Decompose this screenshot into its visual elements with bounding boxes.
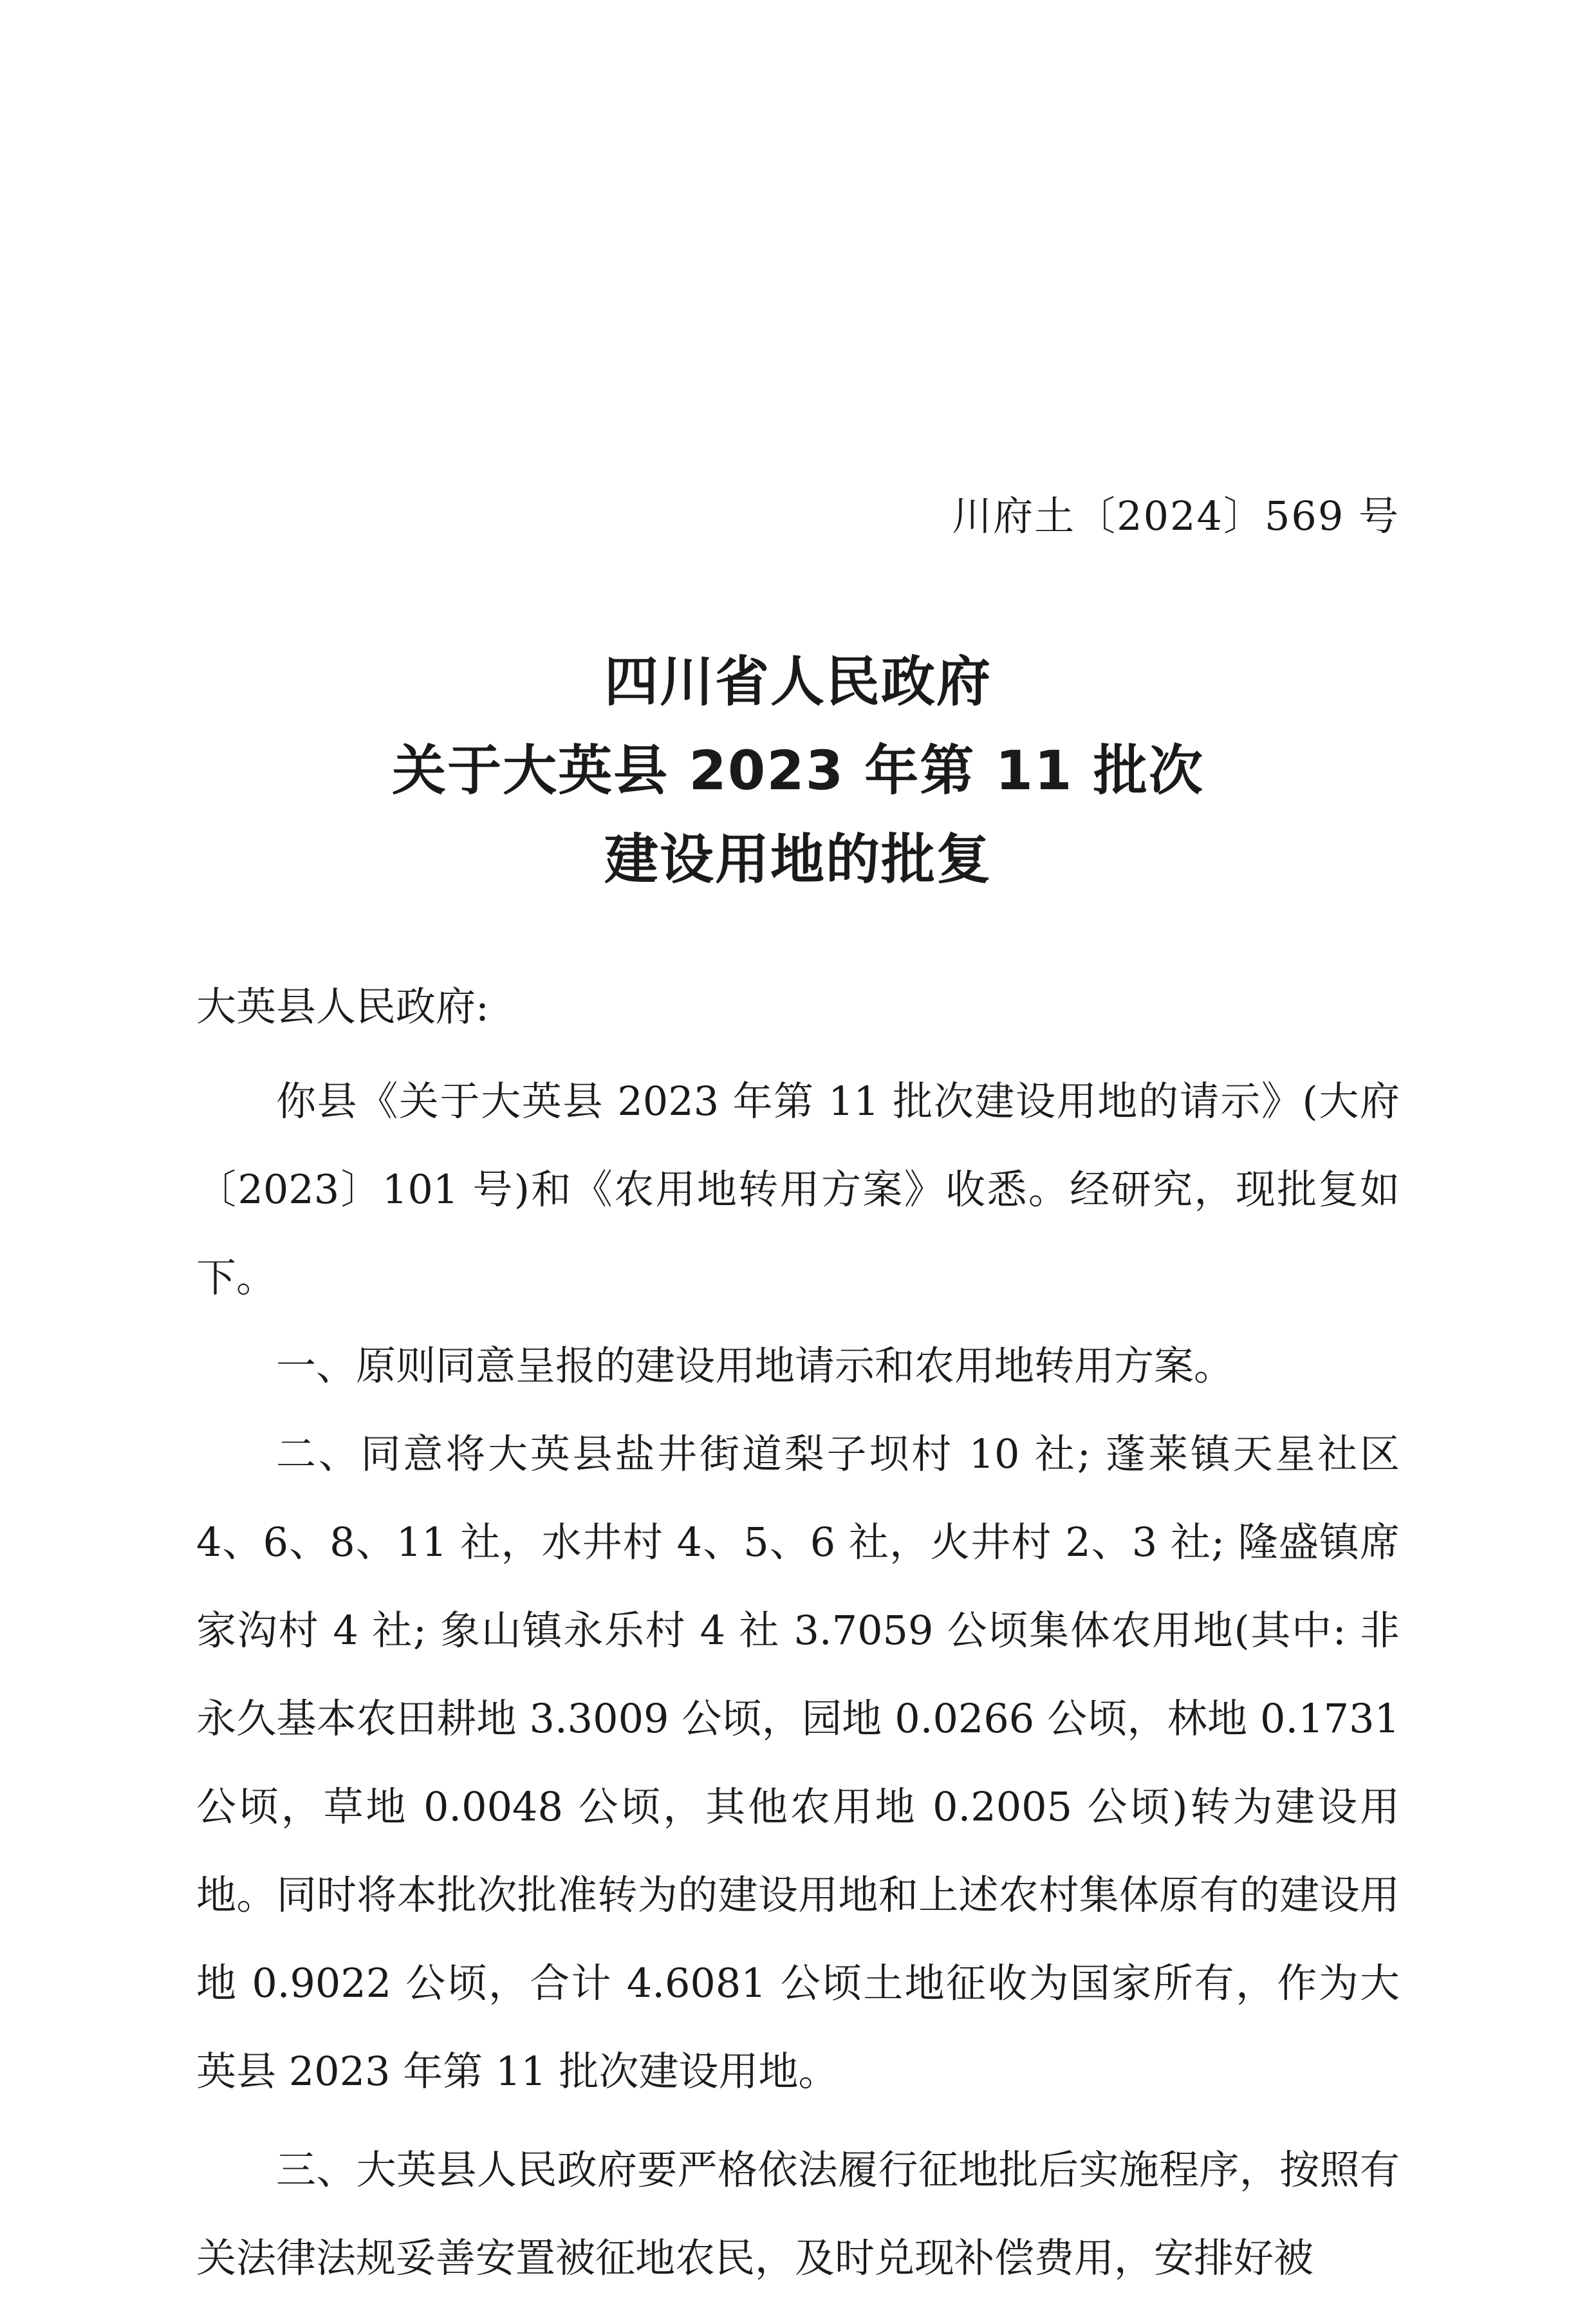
title-line-type: 建设用地的批复 bbox=[604, 828, 992, 891]
addressee: 大英县人民政府: bbox=[196, 983, 489, 1030]
document-number: 川府土〔2024〕569 号 bbox=[952, 492, 1400, 539]
title-line-subject: 关于大英县 2023 年第 11 批次 bbox=[392, 739, 1204, 802]
document-body bbox=[196, 1057, 1400, 2302]
paragraph-item-3: 三、大英县人民政府要严格依法履行征地批后实施程序，按照有关法律法规妥善安置被征地农民，及时兑现补偿费用，安排好被 bbox=[196, 2146, 1400, 2281]
paragraph-item-2: 二、同意将大英县盐井街道梨子坝村 10 社; 蓬莱镇天星社区 4、6、8、11 社，水井村 4、5、6 社，火井村 2、3 社; 隆盛镇席家沟村 4 社; 象山镇永乐村 4 社 3.7059 公顷集体农用地(其中: 非永久基本农田耕地 3.3009 公顷，园地 0.0266 公顷，林地 0.1731 公顷，草地 0.0048 公顷，其他农用地 0.2005 公顷)转为建设用地。同时将本批次批准转为的建设用地和上述农村集体原有的建设用地 0.9022 公顷，合计 4.6081 公顷土地征收为国家所有，作为大英县 2023 年第 11 批次建设用地。 bbox=[196, 1430, 1400, 2095]
title-line-issuer: 四川省人民政府 bbox=[604, 650, 992, 713]
paragraph-intro: 你县《关于大英县 2023 年第 11 批次建设用地的请示》(大府〔2023〕101 号)和《农用地转用方案》收悉。经研究，现批复如下。 bbox=[196, 1078, 1400, 1301]
paragraph-item-1: 一、原则同意呈报的建设用地请示和农用地转用方案。 bbox=[276, 1342, 1234, 1389]
document-title bbox=[0, 637, 1596, 904]
